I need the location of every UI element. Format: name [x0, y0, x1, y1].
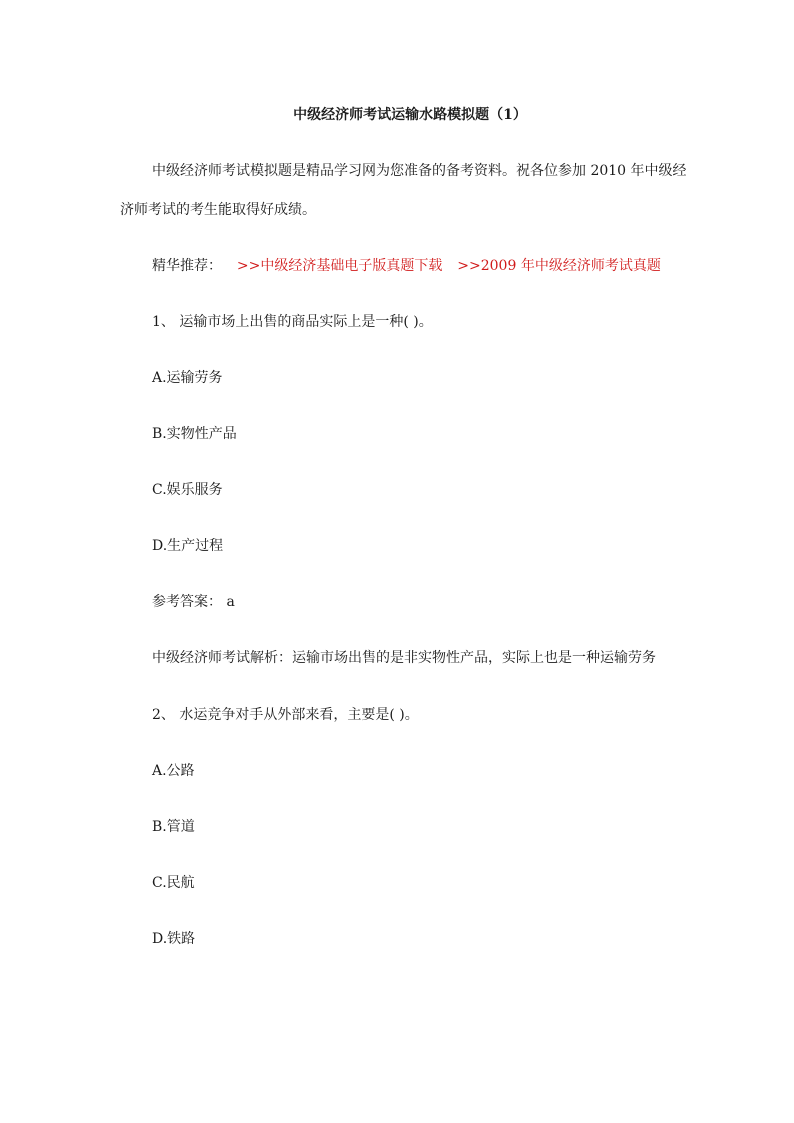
intro-line-1: 中级经济师考试模拟题是精品学习网为您准备的备考资料。祝各位参加 2010 年中级经	[152, 163, 687, 179]
question-1: 1、 运输市场上出售的商品实际上是一种( )。	[152, 314, 433, 330]
question-2-option-c: C.民航	[152, 875, 195, 891]
question-1-option-b: B.实物性产品	[152, 426, 237, 442]
question-2: 2、 水运竞争对手从外部来看，主要是( )。	[152, 707, 419, 723]
recommend-link-exam-download[interactable]: >>中级经济基础电子版真题下载	[236, 258, 443, 274]
question-1-analysis: 中级经济师考试解析：运输市场出售的是非实物性产品，实际上也是一种运输劳务	[152, 650, 656, 666]
question-1-option-d: D.生产过程	[152, 538, 224, 554]
question-2-option-d: D.铁路	[152, 931, 196, 947]
intro-line-2: 济师考试的考生能取得好成绩。	[120, 202, 316, 218]
document-title: 中级经济师考试运输水路模拟题（1）	[293, 107, 527, 123]
question-2-option-b: B.管道	[152, 819, 195, 835]
recommend-row	[152, 257, 661, 275]
recommend-link-2009-exam[interactable]: >>2009 年中级经济师考试真题	[457, 258, 661, 274]
recommend-label: 精华推荐：	[152, 258, 222, 274]
question-1-option-c: C.娱乐服务	[152, 482, 223, 498]
question-1-answer: 参考答案： a	[152, 594, 235, 610]
question-2-option-a: A.公路	[152, 763, 195, 779]
question-1-option-a: A.运输劳务	[152, 370, 223, 386]
